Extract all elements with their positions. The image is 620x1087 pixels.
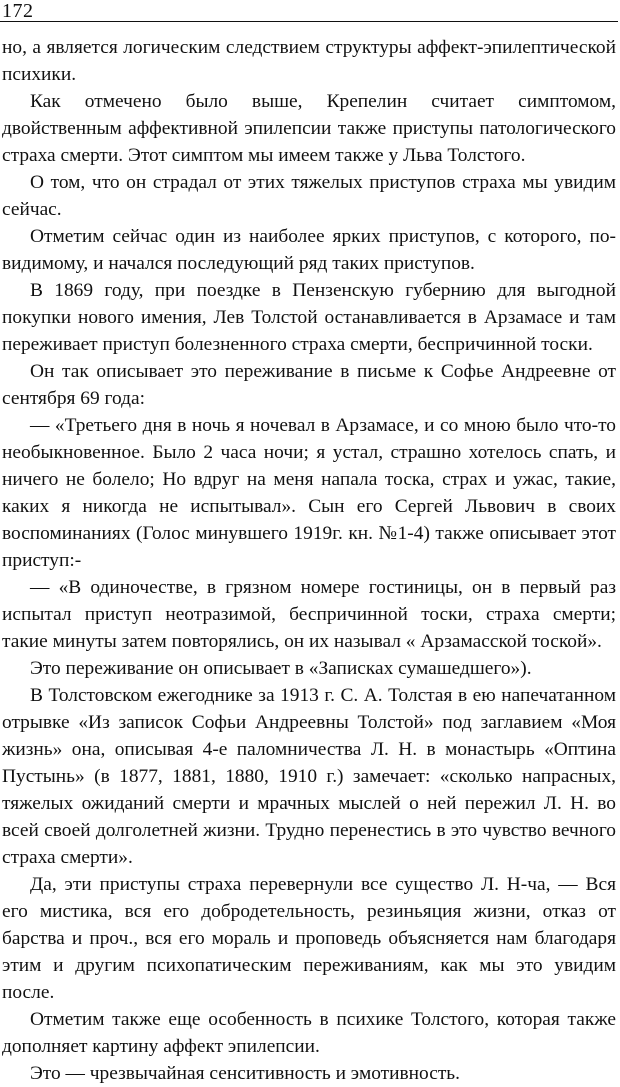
paragraph: В Толстовском ежегоднике за 1913 г. С. А. Толстая в ею напечатанном отрывке «Из записок Софьи Андреевны Толстой» под заглавием «Моя жизнь» она, описывая 4-е паломничества Л. Н. в монастырь «Оптина Пустынь» (в 1877, 1881, 1880, 1910 г.) замечает: «сколько напрасных, тяжелых ожиданий смерти и мрачных мыслей о ней пережил Л. Н. во всей своей долголетней жизни. Трудно перенестись в это чувство вечного страха смерти». — [2, 685, 616, 868]
paragraph: Да, эти приступы страха перевернули все существо Л. Н-ча, — Вся его мистика, вся его добродетельность, резиньяция жизни, отказ от барства и проч., вся его мораль и проповедь объясняется нам благодаря этим и другим психопатическим переживаниям, как мы это увидим после. — [2, 874, 616, 1003]
paragraph: Отметим также еще особенность в психике Толстого, которая также дополняет картину аффект эпилепсии. — [2, 1009, 616, 1057]
paragraph-quote: — «Третьего дня в ночь я ночевал в Арзамасе, и со мною было что-то необыкновенное. Было 2 часа ночи; я устал, страшно хотелось спать, и ничего не болело; Но вдруг на меня напала тоска, страх и ужас, такие, каких я никогда не испытывал». Сын его Сергей Львович в своих воспоминаниях (Голос минувшего 1919г. кн. №1-4) также описывает этот приступ:- — [2, 415, 616, 571]
header-rule — [0, 21, 618, 22]
paragraph: Он так описывает это переживание в письме к Софье Андреевне от сентября 69 года: — [2, 361, 616, 409]
paragraph: Отметим сейчас один из наиболее ярких приступов, с которого, по-видимому, и начался последующий ряд таких приступов. — [2, 226, 616, 274]
paragraph: О том, что он страдал от этих тяжелых приступов страха мы увидим сейчас. — [2, 172, 616, 220]
page-number: 172 — [2, 0, 34, 22]
paragraph: Это — чрезвычайная сенситивность и эмотивность. — [30, 1063, 460, 1084]
paragraph: Это переживание он описывает в «Записках сумашедшего»). — [30, 658, 532, 679]
paragraph: но, а является логическим следствием структуры аффект-эпилептической психики. — [2, 37, 616, 85]
paragraph-quote: — «В одиночестве, в грязном номере гостиницы, он в первый раз испытал приступ неотразимой, беспричинной тоски, страха смерти; такие минуты затем повторялись, он их называл « Арзамасской тоской». — [2, 577, 616, 652]
paragraph: Как отмечено было выше, Крепелин считает симптомом, двойственным аффективной эпилепсии также приступы патологического страха смерти. Этот симптом мы имеем также у Льва Толстого. — [2, 91, 616, 166]
body-text — [2, 34, 616, 1087]
paragraph: В 1869 году, при поездке в Пензенскую губернию для выгодной покупки нового имения, Лев Толстой останавливается в Арзамасе и там переживает приступ болезненного страха смерти, беспричинной тоски. — [2, 280, 616, 355]
